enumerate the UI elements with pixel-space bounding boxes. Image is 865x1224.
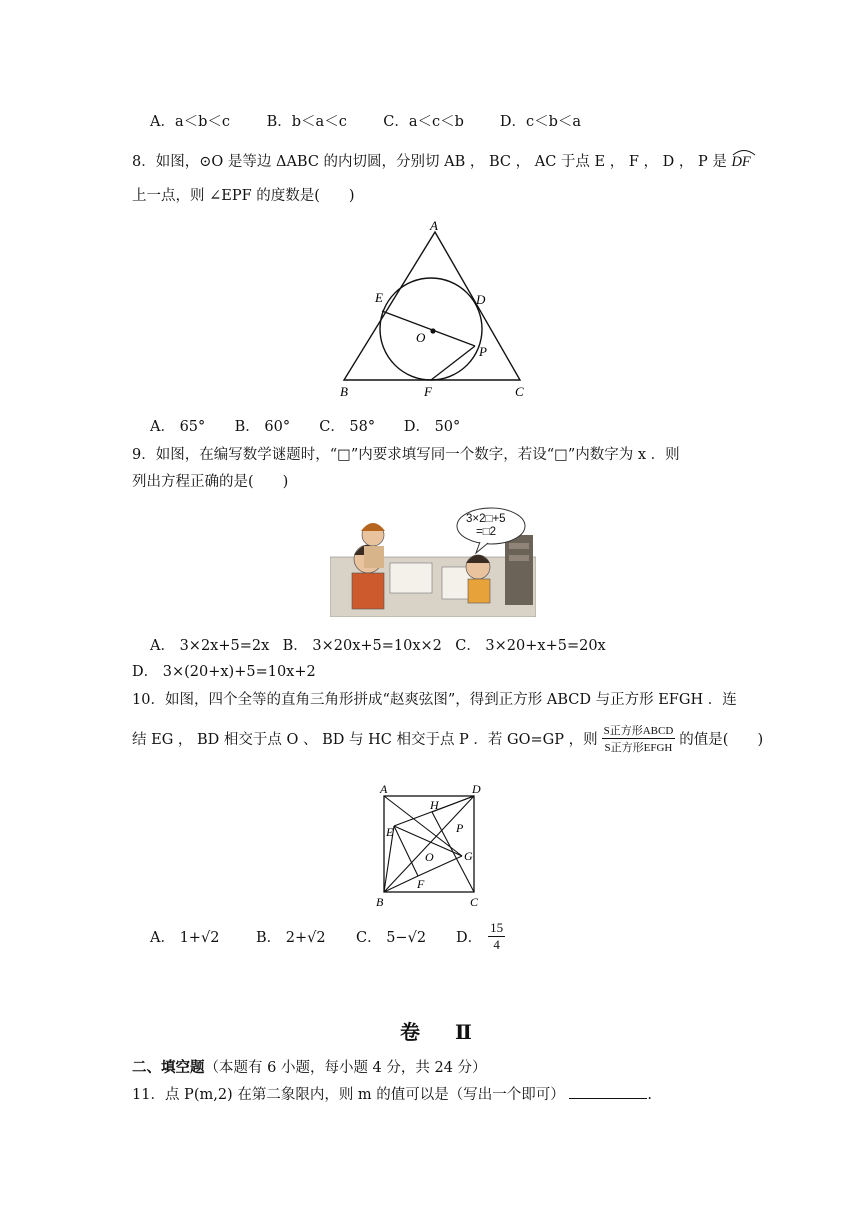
q9-stem-line2: 列出方程正确的是( ) [132,474,289,490]
center-o-dot [430,328,435,333]
q10-ratio-denominator: S正方形EFGH [604,742,673,754]
arc-mark-icon [731,148,757,156]
q11-end: . [647,1087,653,1103]
label-f: F [424,384,432,399]
q8-arc-label: DF [731,154,750,171]
q8-option-b: B． 60° [234,419,291,435]
label-b: B [376,895,384,908]
q9-stem-line1: 9．如图，在编写数学谜题时，“□”内要求填写同一个数字，若设“□”内数字为 x ．则 [132,447,680,463]
section-heading-rest: （本题有 6 小题，每小题 4 分，共 24 分） [204,1060,487,1076]
segment-ep [382,311,475,346]
label-d: D [472,782,481,796]
q8-option-c: C． 58° [319,419,376,435]
label-e: E [375,290,383,305]
q9-option-d: D． 3×(20+x)+5=10x+2 [132,664,316,680]
segment-bf [384,876,418,892]
q9-options-row1 [150,634,606,655]
q7-option-d: D．c＜b＜a [499,114,582,130]
label-g: G [464,849,473,863]
triangle-abc [344,232,520,380]
segment-bd [384,796,474,892]
label-h: H [430,798,439,812]
label-p: P [479,344,487,359]
q8-option-d: D． 50° [403,419,461,435]
label-e: E [386,825,394,839]
section-heading-bold: 二、填空题 [132,1059,205,1076]
label-p: P [456,821,464,835]
q7-options [150,110,581,131]
q10-option-d-denominator: 4 [493,937,500,952]
q10-text-a: 结 EG ， BD 相交于点 O 、 BD 与 HC 相交于点 P ．若 GO=GP ，则 [132,732,598,748]
section-title: 卷 Ⅱ [400,1020,486,1044]
q10-options [150,920,505,953]
label-a: A [380,782,388,796]
label-o: O [416,330,426,345]
q8-text: 8．如图，⊙O 是等边 ΔABC 的内切圆，分别切 AB ， BC ， AC 于点 E ， F ， D ， P 是 [132,154,727,170]
label-d: D [476,292,486,307]
label-b: B [340,384,348,399]
q8-stem-line2: 上一点，则 ∠EPF 的度数是( ) [132,188,355,204]
q10-stem-line1: 10．如图，四个全等的直角三角形拼成“赵爽弦图”，得到正方形 ABCD 与正方形 EFGH ．连 [132,692,737,708]
q8-stem-line1 [132,150,751,171]
q10-option-d-numerator: 15 [490,920,504,935]
q10-option-c: C． 5−√2 [356,930,427,946]
section-heading [132,1056,487,1077]
q11-stem [132,1083,652,1104]
q7-option-b: B．b＜a＜c [266,114,347,130]
q9-option-c: C． 3×20+x+5=20x [455,638,606,654]
q10-figure [372,780,487,908]
q7-option-c: C．a＜c＜b [383,114,464,130]
speech-bubble-line2: =□2 [476,526,497,538]
label-f: F [417,877,425,891]
label-c: C [470,895,479,908]
q10-stem-line2 [132,722,763,755]
q7-option-a: A．a＜b＜c [150,114,231,130]
q10-area-ratio [602,722,676,755]
q11-answer-blank[interactable] [569,1084,647,1099]
q10-option-d-prefix: D． [456,930,483,946]
label-a: A [430,218,438,233]
q11-text: 11．点 P(m,2) 在第二象限内，则 m 的值可以是（写出一个即可） [132,1087,565,1103]
q10-option-d-fraction [488,920,505,953]
label-o: O [425,850,434,864]
q9-option-a: A． 3×2x+5=2x [150,638,270,654]
q8-option-a: A． 65° [150,419,206,435]
q10-option-b: B． 2+√2 [256,930,326,946]
q10-option-a: A． 1+√2 [150,930,220,946]
q10-ratio-numerator: S正方形ABCD [602,722,676,739]
label-c: C [515,384,524,399]
q10-text-b: 的值是( ) [679,732,764,748]
q9-option-b: B． 3×20x+5=10x×2 [282,638,442,654]
speech-bubble-line1: 3×2□+5 [466,513,506,525]
q8-options [150,415,460,436]
q8-figure [330,218,540,403]
q9-illustration [330,505,536,617]
